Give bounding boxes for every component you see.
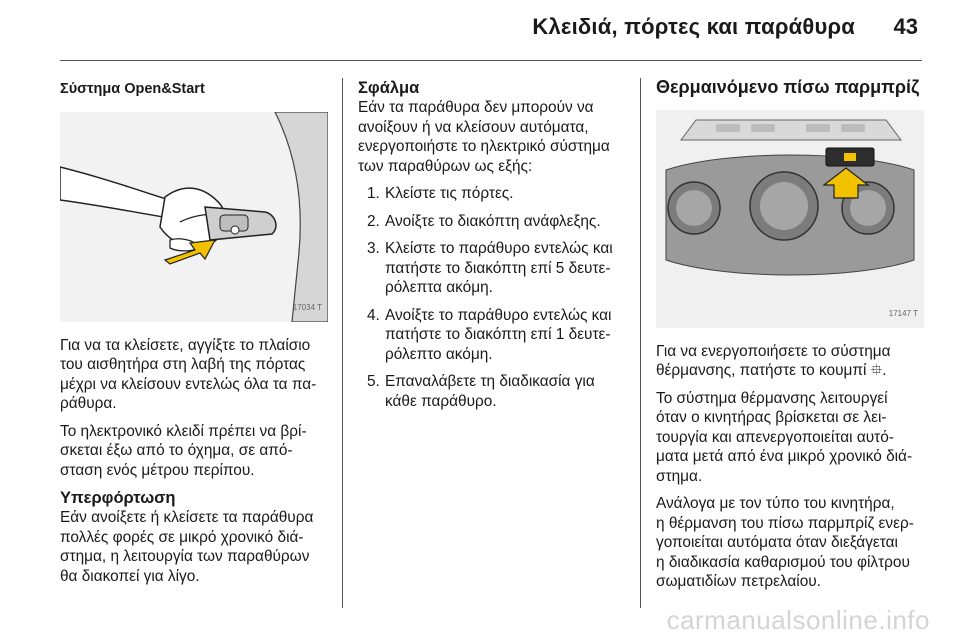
watermark: carmanualsonline.info [666, 605, 930, 635]
column-open-start [60, 78, 328, 594]
paragraph-fault-intro: Εάν τα παράθυρα δεν μπορούν να ανοίξουν ή να κλείσουν αυτόματα, ενεργοποιήστε το ηλεκτρικό σύστημα των παραθύρων ως εξής: [358, 99, 610, 175]
paragraph-key-distance: Το ηλεκτρονικό κλειδί πρέπει να βρί- σκεται έξω από το όχημα, σε από- σταση ενός μέτρου περίπου. [60, 422, 307, 479]
figure-code: 17034 T [292, 303, 322, 312]
column-divider-1 [342, 78, 343, 608]
paragraph-overload: Εάν ανοίξετε ή κλείσετε τα παράθυρα πολλές φορές σε μικρό χρονικό διά- στημα, η λειτουργία των παραθύρων θα διακοπεί για λίγο. [60, 509, 314, 585]
column-fault [358, 78, 626, 419]
section-title-open-start: Σύστημα Open&Start [60, 81, 205, 97]
figure-climate-panel [656, 110, 924, 328]
subhead-fault: Σφάλμα [358, 79, 420, 97]
paragraph-engine-type: Ανάλογα με τον τύπο του κινητήρα, η θέρμανση του πίσω παρμπρίζ ενερ- γοποιείται αυτόματα όταν διεξάγεται η διαδικασία καθαρισμού του φίλτρου σωματιδίων πετρελαίου. [656, 495, 914, 590]
figure-door-handle [60, 112, 328, 322]
column-heated-rear-window [656, 78, 928, 600]
section-title-heated-rear-window: Θερμαινόμενο πίσω παρμπρίζ [656, 77, 920, 97]
page-number: 43 [893, 14, 918, 39]
list-item: 2. Ανοίξτε το διακόπτη ανάφλεξης. [367, 212, 601, 230]
subhead-overload: Υπερφόρτωση [60, 489, 176, 507]
list-item: 5. Επαναλάβετε τη διαδικασία για κάθε παράθυρο. [367, 373, 595, 410]
figure-code: 17147 T [888, 309, 918, 318]
paragraph-close-windows: Για να τα κλείσετε, αγγίξτε το πλαίσιο του αισθητήρα στη λαβή της πόρτας μέχρι να κλείσουν εντελώς όλα τα πα- ράθυρα. [60, 336, 317, 412]
column-divider-2 [640, 78, 641, 608]
steps-list [358, 184, 626, 411]
page-header-title: Κλειδιά, πόρτες και παράθυρα [532, 14, 855, 39]
paragraph-activate-heating: Για να ενεργοποιήσετε το σύστημα θέρμανσης, πατήστε το κουμπί ⯐. [656, 342, 891, 379]
list-item: 3. Κλείστε το παράθυρο εντελώς και πατήστε το διακόπτη επί 5 δευτε- ρόλεπτα ακόμη. [367, 240, 613, 296]
header-divider [60, 60, 922, 61]
climate-panel-illustration [656, 110, 924, 328]
list-item: 1. Κλείστε τις πόρτες. [367, 185, 514, 202]
door-handle-illustration [60, 112, 328, 322]
paragraph-heating-operation: Το σύστημα θέρμανσης λειτουργεί όταν ο κινητήρας βρίσκεται σε λει- τουργία και απενεργοποιείται αυτό- ματα μετά από ένα μικρό χρονικό διά- στημα. [656, 389, 913, 485]
list-item: 4. Ανοίξτε το παράθυρο εντελώς και πατήστε το διακόπτη επί 1 δευτε- ρόλεπτο ακόμη. [367, 306, 612, 363]
